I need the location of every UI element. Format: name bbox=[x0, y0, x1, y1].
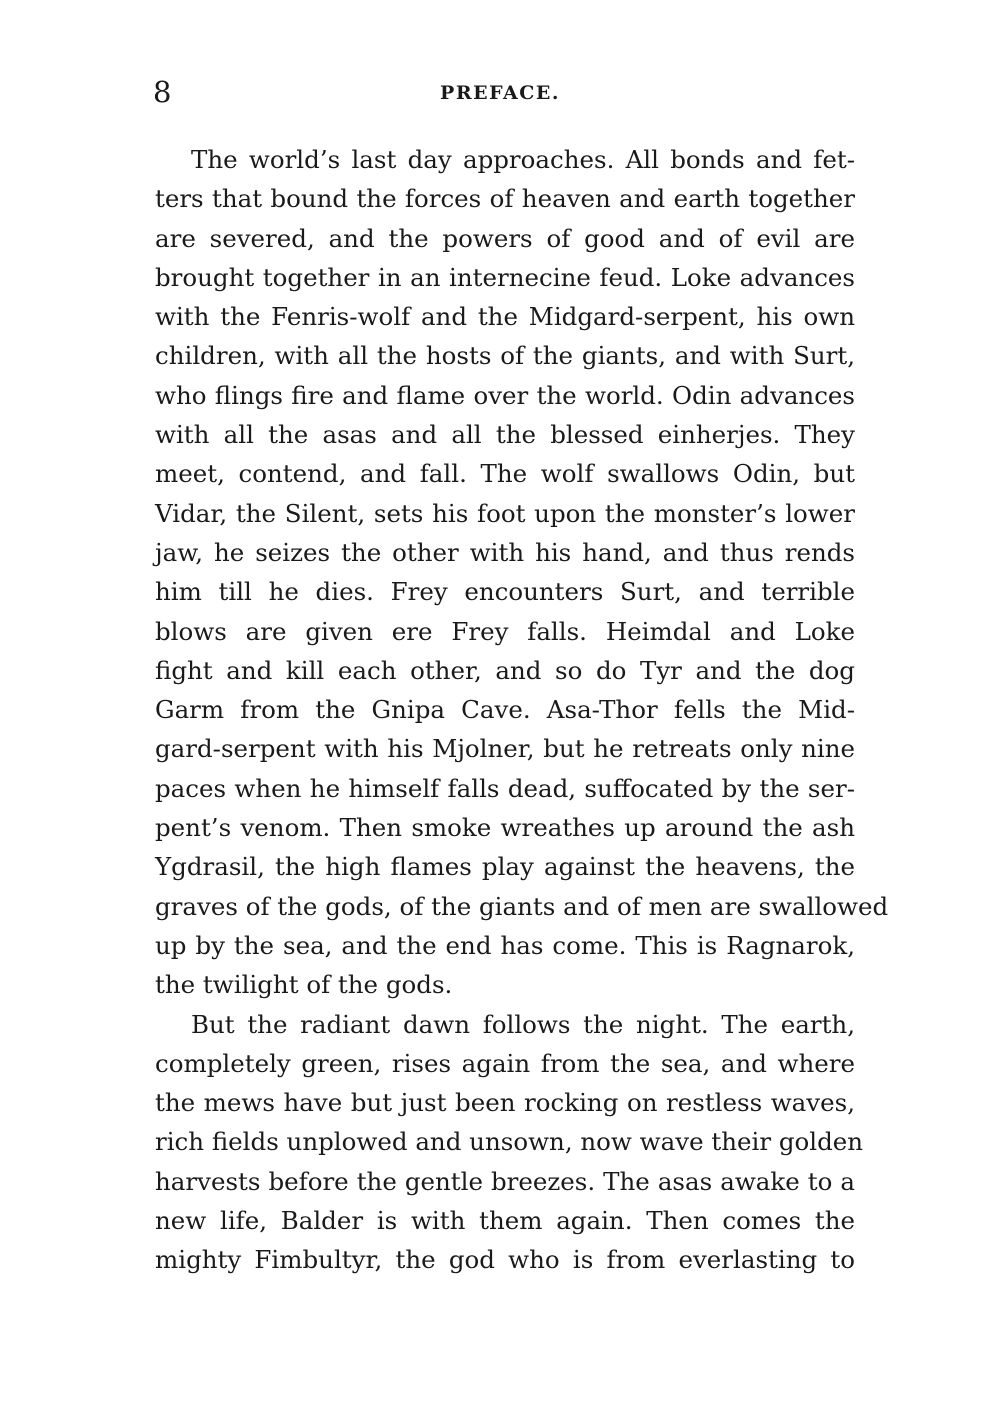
text-line: fight and kill each other, and so do Tyr and the dog bbox=[155, 655, 855, 685]
text-line: Garm from the Gnipa Cave. Asa-Thor fells the Mid- bbox=[155, 695, 855, 725]
text-line: who flings fire and flame over the world. Odin advances bbox=[155, 380, 855, 410]
text-line: with the Fenris-wolf and the Midgard-serpent, his own bbox=[155, 302, 855, 332]
text-line: are severed, and the powers of good and of evil are bbox=[155, 223, 855, 253]
text-line: the mews have but just been rocking on restless waves, bbox=[155, 1088, 855, 1118]
text-line: paces when he himself falls dead, suffocated by the ser- bbox=[155, 773, 855, 803]
text-line: with all the asas and all the blessed einherjes. They bbox=[155, 420, 855, 450]
text-line: rich fields unplowed and unsown, now wave their golden bbox=[155, 1127, 864, 1157]
text-line: him till he dies. Frey encounters Surt, and terrible bbox=[155, 577, 855, 607]
text-line: ters that bound the forces of heaven and earth together bbox=[155, 184, 855, 214]
text-line: meet, contend, and fall. The wolf swallows Odin, but bbox=[155, 459, 855, 489]
text-line: The world’s last day approaches. All bonds and fet- bbox=[191, 145, 855, 174]
text-line: brought together in an internecine feud. Loke advances bbox=[155, 262, 855, 292]
running-head: PREFACE. bbox=[440, 82, 560, 104]
paragraph-1 bbox=[155, 140, 889, 1005]
page-number: 8 bbox=[153, 75, 172, 109]
text-line: the twilight of the gods. bbox=[155, 970, 453, 1000]
text-line: But the radiant dawn follows the night. The earth, bbox=[191, 1009, 855, 1039]
text-line: gard-serpent with his Mjolner, but he retreats only nine bbox=[155, 734, 855, 764]
text-line: mighty Fimbultyr, the god who is from everlasting to bbox=[155, 1245, 855, 1275]
text-line: Vidar, the Silent, sets his foot upon the monster’s lower bbox=[155, 498, 855, 528]
text-line: Ygdrasil, the high flames play against the heavens, the bbox=[155, 852, 855, 882]
text-line: pent’s venom. Then smoke wreathes up around the ash bbox=[155, 813, 855, 843]
text-line: children, with all the hosts of the giants, and with Surt, bbox=[155, 341, 855, 371]
paragraph-2 bbox=[155, 1005, 864, 1280]
text-line: blows are given ere Frey falls. Heimdal and Loke bbox=[155, 616, 855, 646]
text-line: up by the sea, and the end has come. This is Ragnarok, bbox=[155, 930, 855, 960]
body-text bbox=[155, 140, 889, 1280]
text-line: jaw, he seizes the other with his hand, and thus rends bbox=[155, 537, 855, 567]
text-line: completely green, rises again from the sea, and where bbox=[155, 1048, 855, 1078]
text-line: harvests before the gentle breezes. The asas awake to a bbox=[155, 1166, 855, 1196]
text-line: new life, Balder is with them again. Then comes the bbox=[155, 1206, 855, 1236]
text-line: graves of the gods, of the giants and of men are swallowed bbox=[155, 891, 889, 921]
